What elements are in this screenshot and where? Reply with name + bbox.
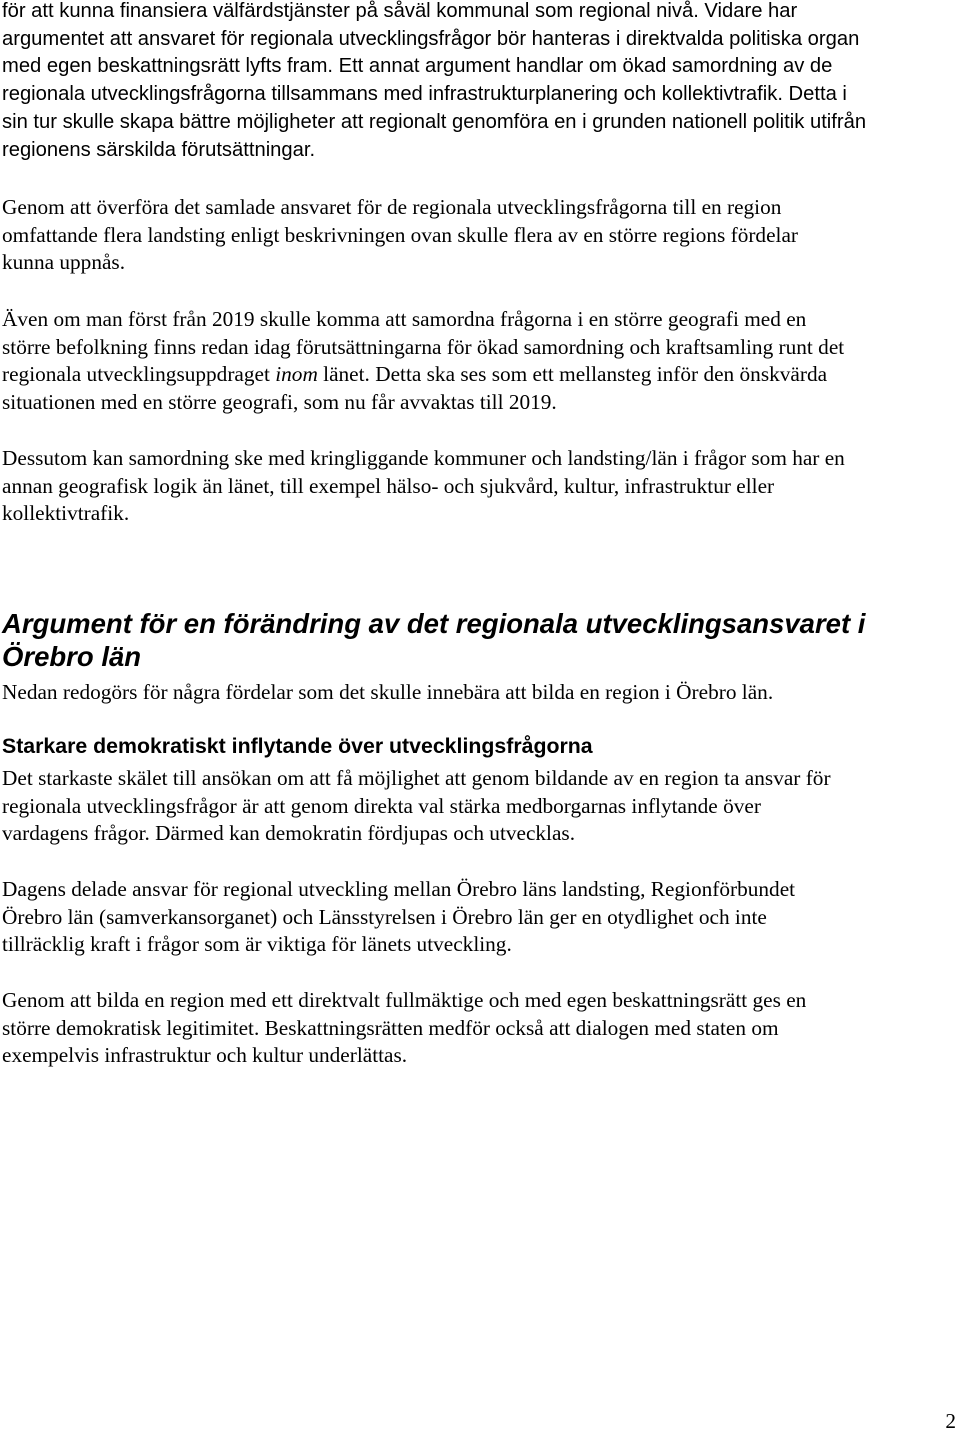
paragraph-line: kunna uppnås. [2, 250, 126, 275]
paragraph-line: Genom att överföra det samlade ansvaret för de regionala utvecklingsfrågorna till en region [2, 195, 782, 219]
paragraph [2, 765, 831, 848]
intro-paragraph [2, 679, 773, 707]
heading-line: Argument för en förändring av det regionala utvecklingsansvaret i [2, 608, 866, 639]
text-run: regionala utvecklingsuppdraget [2, 362, 276, 387]
paragraph [2, 987, 806, 1070]
paragraph-line: Genom att bilda en region med ett direktvalt fullmäktige och med egen beskattningsrätt ges en [2, 988, 807, 1012]
paragraph-line: exempelvis infrastruktur och kultur underlättas. [2, 1043, 408, 1068]
paragraph-line: Det starkaste skälet till ansökan om att få möjlighet att genom bildande av en region ta ansvar för [2, 766, 831, 790]
paragraph-line: annan geografisk logik än länet, till exempel hälso- och sjukvård, kultur, infrastruktur eller [2, 473, 775, 498]
section-heading [2, 607, 865, 673]
text-run: länet. Detta ska ses som ett mellansteg inför den önskvärda [317, 362, 828, 387]
paragraph-line: regionala utvecklingsfrågorna tillsammans med infrastrukturplanering och kollektivtrafik. Detta i [2, 83, 847, 106]
paragraph-line: regionens särskilda förutsättningar. [2, 138, 316, 161]
paragraph-line: sin tur skulle skapa bättre möjligheter att regionalt genomföra en i grunden nationell politik utifrån [2, 110, 867, 133]
paragraph-line: Örebro län (samverkansorganet) och Länsstyrelsen i Örebro län ger en otydlighet och inte [2, 904, 767, 929]
paragraph-line: med egen beskattningsrätt lyfts fram. Ett annat argument handlar om ökad samordning av de [2, 55, 833, 78]
paragraph-continuation [2, 0, 866, 164]
paragraph [2, 306, 844, 417]
paragraph-line: kollektivtrafik. [2, 501, 130, 526]
paragraph-line: Dagens delade ansvar för regional utveckling mellan Örebro läns landsting, Regionförbundet [2, 877, 796, 901]
paragraph [2, 194, 798, 277]
paragraph-line: Nedan redogörs för några fördelar som det skulle innebära att bilda en region i Örebro län. [2, 680, 774, 704]
paragraph-line [2, 361, 844, 389]
paragraph [2, 876, 795, 959]
paragraph-line: Dessutom kan samordning ske med kringliggande kommuner och landsting/län i frågor som har en [2, 446, 845, 470]
paragraph-line: för att kunna finansiera välfärdstjänster på såväl kommunal som regional nivå. Vidare har [2, 0, 798, 22]
paragraph-line: större befolkning finns redan idag förutsättningarna för ökad samordning och kraftsamling runt det [2, 334, 845, 359]
paragraph-line: vardagens frågor. Därmed kan demokratin fördjupas och utvecklas. [2, 821, 576, 846]
paragraph-line: regionala utvecklingsfrågor är att genom direkta val stärka medborgarnas inflytande över [2, 793, 761, 818]
paragraph-line: tillräcklig kraft i frågor som är viktiga för länets utveckling. [2, 932, 512, 957]
paragraph-line: omfattande flera landsting enligt beskrivningen ovan skulle flera av en större regions fördelar [2, 222, 798, 247]
paragraph-line: situationen med en större geografi, som nu får avvaktas till 2019. [2, 390, 557, 415]
paragraph-line: Även om man först från 2019 skulle komma att samordna frågorna i en större geografi med en [2, 307, 807, 331]
emphasis-text: inom [275, 362, 318, 387]
paragraph-line: större demokratisk legitimitet. Beskattningsrätten medför också att dialogen med staten om [2, 1015, 779, 1040]
page-number: 2 [945, 1409, 956, 1433]
heading-line: Örebro län [2, 641, 142, 672]
paragraph-line: argumentet att ansvaret för regionala utvecklingsfrågor bör hanteras i direktvalda politiska organ [2, 27, 860, 50]
subsection-heading: Starkare demokratiskt inflytande över utvecklingsfrågorna [2, 734, 593, 758]
paragraph [2, 445, 845, 528]
